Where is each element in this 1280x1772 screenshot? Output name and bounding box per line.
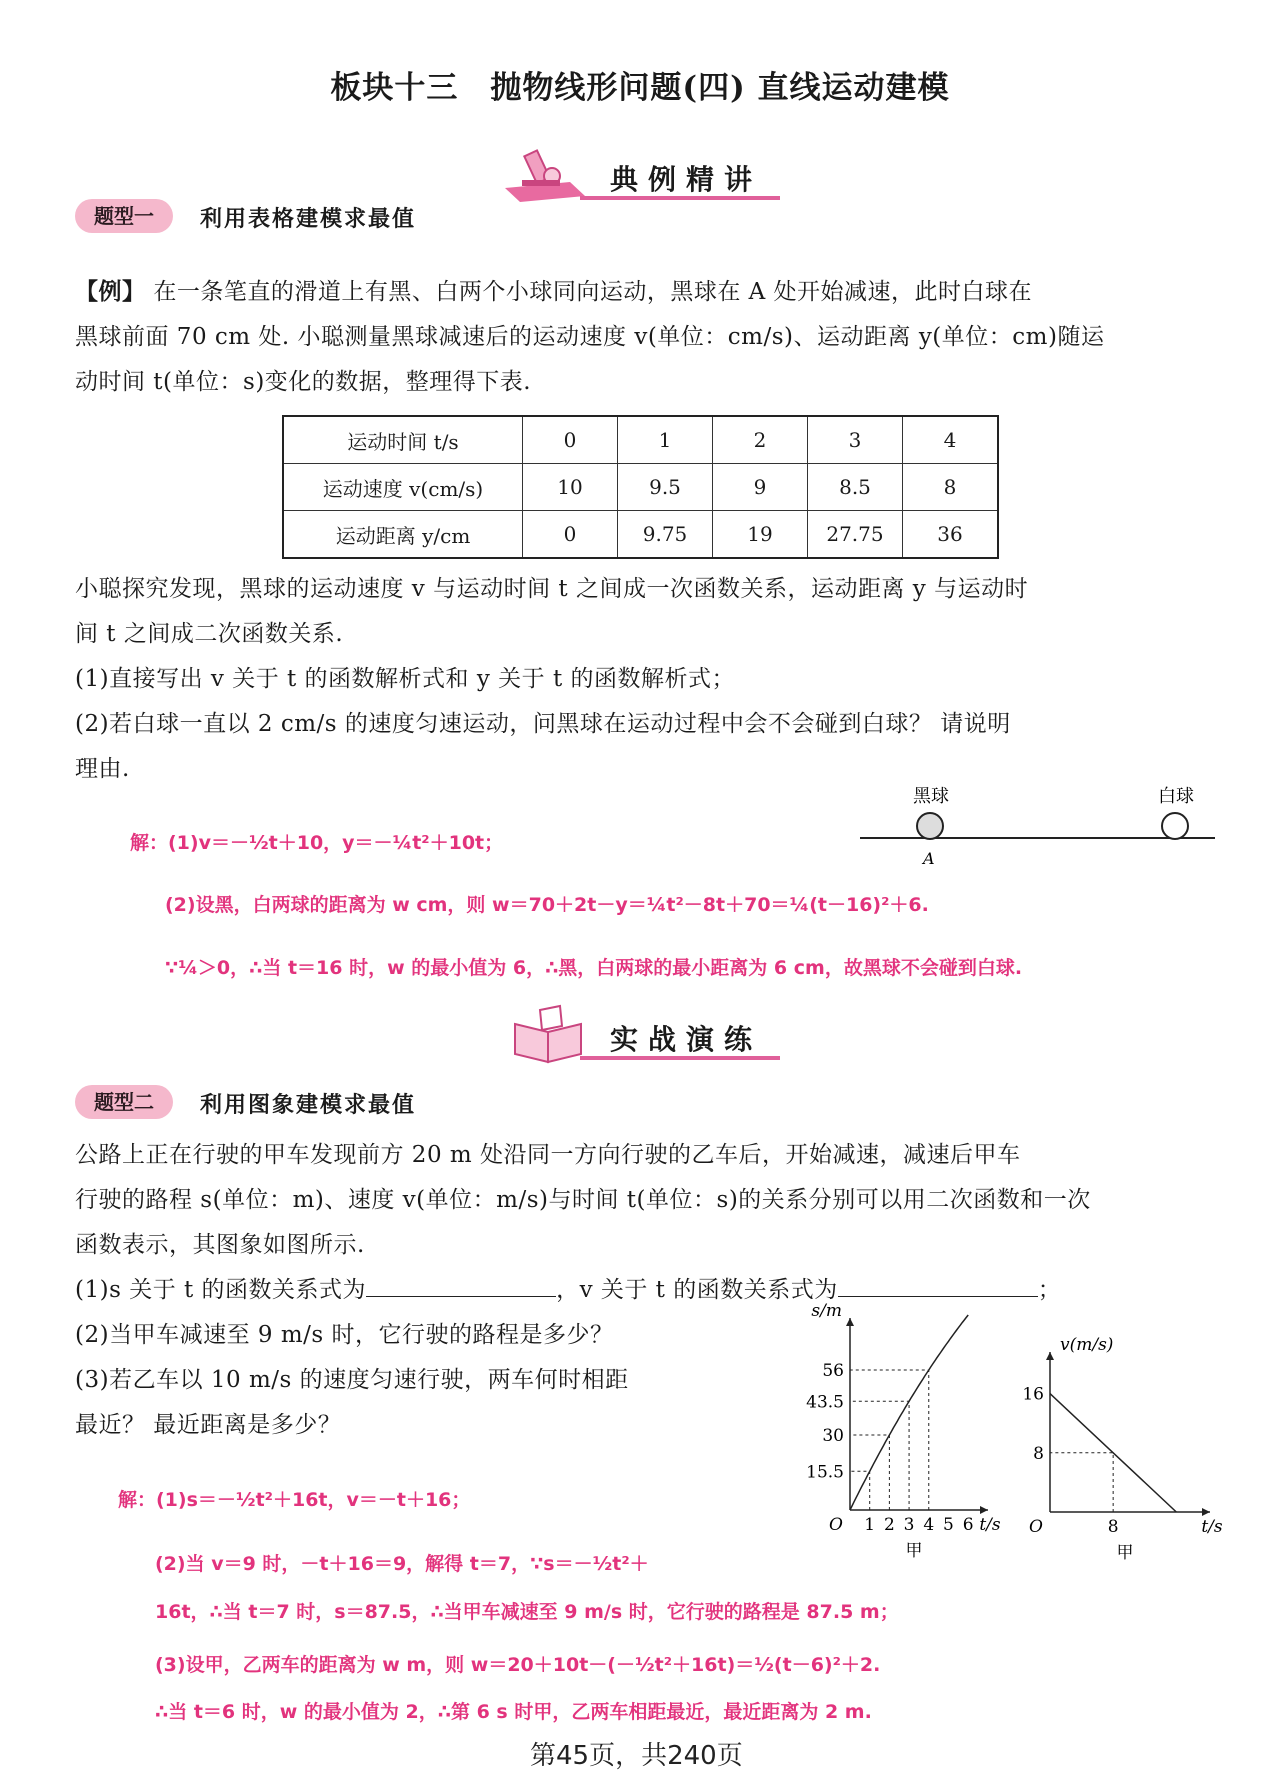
chart-distance-time	[800, 1301, 1001, 1561]
solution-1-part-2: (2)设黑，白两球的距离为 w cm，则 w＝70＋2t－y＝¼t²－8t＋70＝¼(t－16)²＋6.	[165, 894, 929, 916]
chart-caption: 甲	[905, 1541, 923, 1561]
white-ball-label: 白球	[1158, 786, 1194, 807]
table-cell: 9.5	[618, 464, 713, 511]
solution-2-part-2-cont: 16t，∴当 t＝7 时，s＝87.5，∴当甲车减速至 9 m/s 时，它行驶的路程是 87.5 m；	[155, 1601, 899, 1623]
white-ball	[1162, 813, 1188, 839]
table-cell: 8.5	[808, 464, 903, 511]
question-1-part-c: ；	[1037, 1277, 1062, 1303]
y-tick-label: 8	[1033, 1443, 1044, 1464]
black-ball-label: 黑球	[913, 786, 949, 807]
origin-label: O	[1029, 1517, 1043, 1537]
table-row-header: 运动距离 y/cm	[283, 511, 523, 559]
problem-2-question-1	[75, 1268, 1215, 1313]
section-banner-examples	[500, 140, 800, 210]
chart-caption: 甲	[1116, 1543, 1134, 1563]
example-line-1: 在一条笔直的滑道上有黑、白两个小球同向运动，黑球在 A 处开始减速，此时白球在	[153, 279, 1033, 305]
book-icon	[510, 1004, 590, 1068]
type-tag-1: 题型一	[75, 199, 173, 233]
x-axis-arrow	[1202, 1508, 1210, 1516]
table-row-header: 运动时间 t/s	[283, 416, 523, 464]
question-2-cont: 理由.	[75, 756, 130, 782]
solution-1-part-1: 解：(1)v＝－½t＋10，y＝－¼t²＋10t；	[130, 832, 504, 854]
ball-figure	[855, 780, 1225, 880]
origin-label: O	[829, 1515, 843, 1535]
table-cell: 0	[523, 511, 618, 559]
table-row-header: 运动速度 v(cm/s)	[283, 464, 523, 511]
problem-2-question-2: (2)当甲车减速至 9 m/s 时，它行驶的路程是多少？	[75, 1322, 614, 1348]
table-cell: 27.75	[808, 511, 903, 559]
x-tick-label: 1	[864, 1515, 876, 1535]
blank-2	[838, 1274, 1038, 1297]
example-line-2: 黑球前面 70 cm 处. 小聪测量黑球减速后的运动速度 v(单位：cm/s)、运动距离 y(单位：cm)随运	[75, 324, 1105, 350]
example-paragraph	[75, 270, 1215, 405]
banner-underline	[580, 1056, 780, 1060]
banner-underline	[580, 196, 780, 200]
x-axis-label: t/s	[979, 1515, 1001, 1535]
question-1-part-a: (1)s 关于 t 的函数关系式为	[75, 1277, 367, 1303]
y-axis-label: s/m	[811, 1301, 842, 1321]
y-axis-arrow	[1046, 1352, 1054, 1360]
question-1-part-b: ，v 关于 t 的函数关系式为	[556, 1277, 838, 1303]
x-tick-label: 4	[923, 1515, 935, 1535]
table-cell: 2	[713, 416, 808, 464]
solution-1-conclusion: ∵¼＞0，∴当 t＝16 时，w 的最小值为 6，∴黑，白两球的最小距离为 6 cm，故黑球不会碰到白球.	[165, 957, 1023, 979]
section-banner-title: 典例精讲	[610, 163, 763, 196]
table-cell: 8	[903, 464, 999, 511]
table-cell: 9	[713, 464, 808, 511]
y-axis-label: v(m/s)	[1060, 1335, 1114, 1355]
solution-2-part-1: 解：(1)s＝－½t²＋16t，v＝－t＋16；	[118, 1489, 471, 1511]
x-axis-arrow	[980, 1506, 988, 1514]
chart-velocity-time	[1015, 1335, 1223, 1563]
table-cell: 36	[903, 511, 999, 559]
section-banner-practice	[500, 1000, 800, 1070]
table-row	[283, 511, 998, 559]
y-tick-label: 16	[1022, 1384, 1044, 1405]
discovery-line-2: 间 t 之间成二次函数关系.	[75, 621, 344, 647]
x-tick-label: 8	[1107, 1517, 1119, 1537]
problem-2-line-2: 行驶的路程 s(单位：m)、速度 v(单位：m/s)与时间 t(单位：s)的关系分别可以用二次函数和一次	[75, 1187, 1091, 1213]
x-axis-label: t/s	[1201, 1517, 1223, 1537]
table-cell: 9.75	[618, 511, 713, 559]
y-tick-label: 43.5	[806, 1392, 844, 1413]
example-line-3: 动时间 t(单位：s)变化的数据，整理得下表.	[75, 369, 532, 395]
example-label: 【例】	[75, 279, 146, 305]
problem-2-question-3-cont: 最近？ 最近距离是多少？	[75, 1412, 342, 1438]
solution-2-part-3: (3)设甲，乙两车的距离为 w m，则 w＝20＋10t－(－½t²＋16t)＝½(t－6)²＋2.	[155, 1654, 881, 1676]
problem-2-line-1: 公路上正在行驶的甲车发现前方 20 m 处沿同一方向行驶的乙车后，开始减速，减速后甲车	[75, 1142, 1021, 1168]
table-cell: 19	[713, 511, 808, 559]
solution-2-conclusion: ∴当 t＝6 时，w 的最小值为 2，∴第 6 s 时甲，乙两车相距最近，最近距离为 2 m.	[155, 1701, 872, 1723]
y-tick-label: 56	[822, 1361, 844, 1381]
table-row	[283, 416, 998, 464]
type-tag-2: 题型二	[75, 1085, 173, 1119]
point-a-label: A	[923, 849, 935, 868]
table-cell: 0	[523, 416, 618, 464]
table-cell: 1	[618, 416, 713, 464]
section-banner-title: 实战演练	[610, 1023, 763, 1056]
x-tick-label: 2	[883, 1515, 895, 1535]
problem-2-question-3: (3)若乙车以 10 m/s 的速度匀速行驶，两车何时相距	[75, 1367, 629, 1393]
question-1: (1)直接写出 v 关于 t 的函数解析式和 y 关于 t 的函数解析式；	[75, 666, 736, 692]
blank-1	[366, 1274, 556, 1297]
microscope-icon	[500, 140, 590, 210]
discovery-line-1: 小聪探究发现，黑球的运动速度 v 与运动时间 t 之间成一次函数关系，运动距离 y 与运动时	[75, 576, 1029, 602]
y-axis-arrow	[846, 1318, 854, 1326]
type-title-2: 利用图象建模求最值	[200, 1093, 417, 1118]
question-2: (2)若白球一直以 2 cm/s 的速度匀速运动，问黑球在运动过程中会不会碰到白球？ 请说明	[75, 711, 1011, 737]
black-ball	[917, 813, 943, 839]
page-title: 板块十三 抛物线形问题(四) 直线运动建模	[330, 70, 950, 106]
table-cell: 10	[523, 464, 618, 511]
data-table	[282, 415, 999, 559]
y-tick-label: 30	[822, 1426, 844, 1446]
discovery-paragraph	[75, 567, 1215, 792]
table-cell: 3	[808, 416, 903, 464]
guide-line	[1050, 1453, 1113, 1512]
x-tick-label: 3	[903, 1515, 915, 1535]
x-tick-label: 5	[943, 1515, 954, 1535]
solution-2-part-2: (2)当 v＝9 时，－t＋16＝9，解得 t＝7，∵s＝－½t²＋	[155, 1553, 649, 1575]
problem-2-line-3: 函数表示，其图象如图所示.	[75, 1232, 365, 1258]
y-tick-label: 15.5	[806, 1462, 844, 1483]
table-cell: 4	[903, 416, 999, 464]
x-tick-label: 6	[962, 1515, 974, 1535]
page-counter: 第45页，共240页	[530, 1741, 743, 1771]
table-row	[283, 464, 998, 511]
type-title-1: 利用表格建模求最值	[200, 207, 417, 232]
